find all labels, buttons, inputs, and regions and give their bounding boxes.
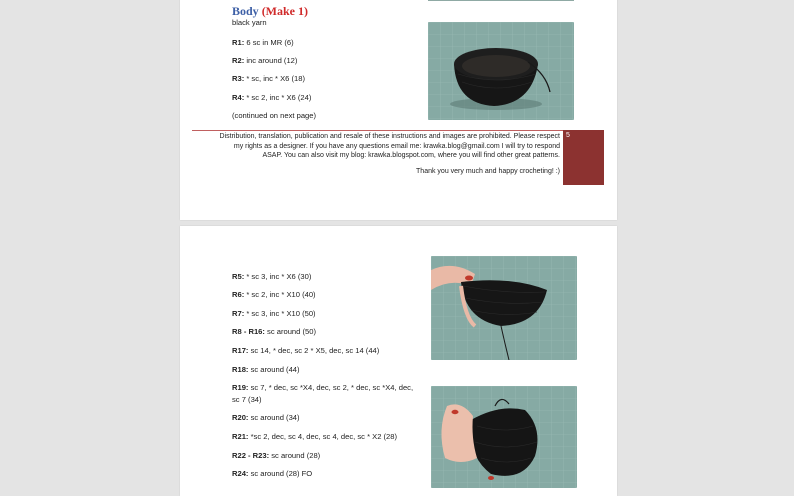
title-text: Body [232,4,259,18]
pattern-row: R3: * sc, inc * X6 (18) [232,74,306,83]
pattern-row: R21: *sc 2, dec, sc 4, dec, sc 4, dec, sc * X2 (28) [232,432,398,441]
crochet-body-closing-photo [431,386,577,488]
document-page-5 [180,0,617,220]
copyright-notice: Distribution, translation, publication and resale of these instructions and images are prohibited. Please respect my rights as a designer. If you have any questions email me: krawka.blog@gmail.com I will try to respond ASAP. You can also visit my blog: krawka.blogspot.com, where you will find other great patterns. Thank you very much and happy crocheting! :) [192,132,560,176]
page-number-box [563,130,604,185]
pattern-row: R22 - R23: sc around (28) [232,451,321,460]
pattern-row: R24: sc around (28) FO [232,469,313,478]
crochet-body-in-hand-photo [431,256,577,360]
pattern-row: R7: * sc 3, inc * X10 (50) [232,309,316,318]
pattern-row: R19: sc 7, * dec, sc *X4, dec, sc 2, * dec, sc *X4, dec, [232,383,414,392]
previous-photo-edge [428,0,574,1]
thanks-line: Thank you very much and happy crocheting! :) [416,167,560,175]
continued-note: (continued on next page) [232,111,317,120]
pattern-row: R6: * sc 2, inc * X10 (40) [232,290,316,299]
pattern-row: R5: * sc 3, inc * X6 (30) [232,272,312,281]
pattern-row: R18: sc around (44) [232,365,300,374]
pattern-row: R20: sc around (34) [232,413,300,422]
pattern-row: R1: 6 sc in MR (6) [232,38,294,47]
pattern-row-continuation: sc 7 (34) [232,395,262,404]
pattern-row: R17: sc 14, * dec, sc 2 * X5, dec, sc 14 (44) [232,346,380,355]
title-suffix: (Make 1) [261,4,309,18]
document-page-6 [180,226,617,496]
pattern-row: R4: * sc 2, inc * X6 (24) [232,93,312,102]
pattern-row: R2: inc around (12) [232,56,298,65]
page-number: 5 [566,132,570,139]
footer-divider [192,130,564,131]
pattern-row: R8 - R16: sc around (50) [232,327,316,336]
crochet-body-photo [428,22,574,120]
yarn-note: black yarn [232,18,267,27]
section-title [232,4,308,19]
